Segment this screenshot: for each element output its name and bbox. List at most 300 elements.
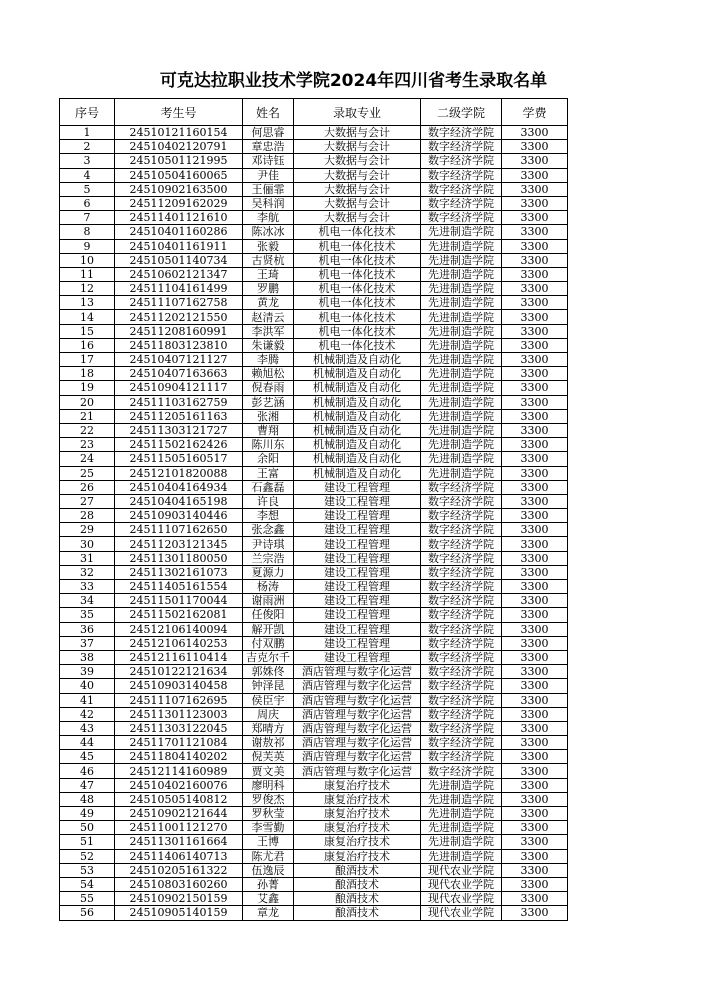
cell-tuition: 3300	[502, 665, 568, 679]
cell-college: 数字经济学院	[421, 636, 502, 650]
cell-major: 机电一体化技术	[294, 282, 421, 296]
table-row	[60, 466, 568, 480]
cell-tuition: 3300	[502, 679, 568, 693]
cell-index: 9	[60, 239, 115, 253]
table-row	[60, 509, 568, 523]
cell-college: 现代农业学院	[421, 906, 502, 920]
cell-tuition: 3300	[502, 509, 568, 523]
cell-tuition: 3300	[502, 196, 568, 210]
cell-college: 数字经济学院	[421, 679, 502, 693]
cell-exam-id: 24511701121084	[115, 736, 243, 750]
cell-college: 先进制造学院	[421, 835, 502, 849]
cell-name: 夏源力	[243, 565, 294, 579]
cell-exam-id: 24510407163663	[115, 367, 243, 381]
table-row	[60, 665, 568, 679]
cell-college: 先进制造学院	[421, 381, 502, 395]
table-row	[60, 168, 568, 182]
cell-exam-id: 24511505160517	[115, 452, 243, 466]
cell-name: 彭艺涵	[243, 395, 294, 409]
cell-exam-id: 24511803123810	[115, 338, 243, 352]
table-row	[60, 835, 568, 849]
cell-index: 13	[60, 296, 115, 310]
table-row	[60, 395, 568, 409]
cell-exam-id: 24512101820088	[115, 466, 243, 480]
cell-college: 先进制造学院	[421, 225, 502, 239]
cell-name: 章忠浩	[243, 140, 294, 154]
cell-index: 46	[60, 764, 115, 778]
cell-index: 37	[60, 636, 115, 650]
cell-index: 33	[60, 580, 115, 594]
cell-tuition: 3300	[502, 693, 568, 707]
cell-major: 建设工程管理	[294, 537, 421, 551]
cell-college: 数字经济学院	[421, 608, 502, 622]
table-row	[60, 211, 568, 225]
cell-index: 51	[60, 835, 115, 849]
cell-exam-id: 24511203121345	[115, 537, 243, 551]
table-row	[60, 196, 568, 210]
cell-name: 王富	[243, 466, 294, 480]
table-row	[60, 863, 568, 877]
cell-name: 郭姝佟	[243, 665, 294, 679]
cell-tuition: 3300	[502, 140, 568, 154]
cell-tuition: 3300	[502, 863, 568, 877]
cell-index: 16	[60, 338, 115, 352]
table-row	[60, 849, 568, 863]
cell-major: 机械制造及自动化	[294, 353, 421, 367]
cell-college: 数字经济学院	[421, 622, 502, 636]
cell-exam-id: 24511301161664	[115, 835, 243, 849]
cell-name: 钟泽昆	[243, 679, 294, 693]
cell-index: 55	[60, 892, 115, 906]
table-row	[60, 693, 568, 707]
cell-major: 机电一体化技术	[294, 225, 421, 239]
table-row	[60, 367, 568, 381]
cell-index: 26	[60, 480, 115, 494]
cell-major: 建设工程管理	[294, 608, 421, 622]
cell-index: 42	[60, 707, 115, 721]
cell-name: 曹翔	[243, 423, 294, 437]
cell-tuition: 3300	[502, 296, 568, 310]
cell-college: 数字经济学院	[421, 480, 502, 494]
cell-college: 现代农业学院	[421, 877, 502, 891]
cell-exam-id: 24510905140159	[115, 906, 243, 920]
cell-tuition: 3300	[502, 636, 568, 650]
cell-college: 数字经济学院	[421, 196, 502, 210]
cell-college: 先进制造学院	[421, 282, 502, 296]
cell-exam-id: 24512106140094	[115, 622, 243, 636]
table-row	[60, 565, 568, 579]
admission-table	[59, 98, 568, 921]
cell-exam-id: 24510903140446	[115, 509, 243, 523]
cell-major: 酒店管理与数字化运营	[294, 764, 421, 778]
cell-index: 14	[60, 310, 115, 324]
cell-college: 数字经济学院	[421, 665, 502, 679]
cell-tuition: 3300	[502, 395, 568, 409]
cell-college: 先进制造学院	[421, 466, 502, 480]
cell-major: 酒店管理与数字化运营	[294, 750, 421, 764]
cell-major: 酒店管理与数字化运营	[294, 736, 421, 750]
cell-tuition: 3300	[502, 721, 568, 735]
cell-college: 数字经济学院	[421, 693, 502, 707]
table-row	[60, 381, 568, 395]
cell-tuition: 3300	[502, 792, 568, 806]
cell-exam-id: 24510402160076	[115, 778, 243, 792]
table-row	[60, 154, 568, 168]
cell-college: 先进制造学院	[421, 338, 502, 352]
cell-index: 54	[60, 877, 115, 891]
cell-name: 杨涛	[243, 580, 294, 594]
header-tuition: 学费	[502, 99, 568, 126]
cell-name: 李航	[243, 211, 294, 225]
table-row	[60, 778, 568, 792]
cell-major: 机电一体化技术	[294, 267, 421, 281]
cell-major: 酒店管理与数字化运营	[294, 665, 421, 679]
cell-college: 数字经济学院	[421, 537, 502, 551]
cell-tuition: 3300	[502, 622, 568, 636]
table-row	[60, 736, 568, 750]
cell-exam-id: 24511405161554	[115, 580, 243, 594]
cell-tuition: 3300	[502, 906, 568, 920]
cell-name: 王琦	[243, 267, 294, 281]
table-header-row	[60, 99, 568, 126]
cell-major: 建设工程管理	[294, 580, 421, 594]
cell-college: 数字经济学院	[421, 140, 502, 154]
cell-exam-id: 24511301123003	[115, 707, 243, 721]
table-row	[60, 679, 568, 693]
cell-index: 32	[60, 565, 115, 579]
cell-major: 酿酒技术	[294, 892, 421, 906]
cell-exam-id: 24511303122045	[115, 721, 243, 735]
cell-name: 罗俊杰	[243, 792, 294, 806]
cell-name: 邓诗钰	[243, 154, 294, 168]
table-row	[60, 821, 568, 835]
cell-exam-id: 24511107162758	[115, 296, 243, 310]
table-row	[60, 721, 568, 735]
cell-college: 现代农业学院	[421, 892, 502, 906]
cell-major: 机械制造及自动化	[294, 452, 421, 466]
table-row	[60, 239, 568, 253]
cell-index: 20	[60, 395, 115, 409]
cell-name: 李想	[243, 509, 294, 523]
cell-college: 先进制造学院	[421, 367, 502, 381]
table-row	[60, 253, 568, 267]
cell-college: 数字经济学院	[421, 750, 502, 764]
cell-tuition: 3300	[502, 211, 568, 225]
cell-name: 周庆	[243, 707, 294, 721]
table-row	[60, 523, 568, 537]
cell-college: 先进制造学院	[421, 438, 502, 452]
cell-index: 50	[60, 821, 115, 835]
cell-major: 建设工程管理	[294, 650, 421, 664]
cell-index: 56	[60, 906, 115, 920]
cell-tuition: 3300	[502, 480, 568, 494]
cell-college: 先进制造学院	[421, 792, 502, 806]
cell-name: 王俪霏	[243, 182, 294, 196]
table-row	[60, 551, 568, 565]
cell-college: 先进制造学院	[421, 353, 502, 367]
cell-index: 53	[60, 863, 115, 877]
cell-tuition: 3300	[502, 267, 568, 281]
table-row	[60, 225, 568, 239]
cell-index: 28	[60, 509, 115, 523]
table-row	[60, 608, 568, 622]
cell-tuition: 3300	[502, 849, 568, 863]
cell-index: 47	[60, 778, 115, 792]
cell-tuition: 3300	[502, 565, 568, 579]
cell-tuition: 3300	[502, 835, 568, 849]
cell-tuition: 3300	[502, 750, 568, 764]
cell-exam-id: 24511401121610	[115, 211, 243, 225]
cell-name: 伍逸辰	[243, 863, 294, 877]
cell-tuition: 3300	[502, 580, 568, 594]
cell-tuition: 3300	[502, 367, 568, 381]
cell-major: 机电一体化技术	[294, 239, 421, 253]
cell-tuition: 3300	[502, 821, 568, 835]
cell-name: 侯臣宇	[243, 693, 294, 707]
cell-tuition: 3300	[502, 338, 568, 352]
cell-tuition: 3300	[502, 168, 568, 182]
cell-name: 朱谦毅	[243, 338, 294, 352]
cell-exam-id: 24510902150159	[115, 892, 243, 906]
cell-college: 先进制造学院	[421, 239, 502, 253]
table-row	[60, 650, 568, 664]
cell-major: 大数据与会计	[294, 154, 421, 168]
cell-tuition: 3300	[502, 466, 568, 480]
cell-college: 数字经济学院	[421, 580, 502, 594]
cell-name: 郑晴方	[243, 721, 294, 735]
cell-exam-id: 24511501170044	[115, 594, 243, 608]
cell-index: 21	[60, 409, 115, 423]
table-row	[60, 707, 568, 721]
cell-name: 贾文美	[243, 764, 294, 778]
cell-name: 李雪勤	[243, 821, 294, 835]
cell-major: 机械制造及自动化	[294, 466, 421, 480]
cell-tuition: 3300	[502, 650, 568, 664]
cell-index: 24	[60, 452, 115, 466]
cell-major: 建设工程管理	[294, 523, 421, 537]
header-index: 序号	[60, 99, 115, 126]
cell-college: 数字经济学院	[421, 509, 502, 523]
cell-index: 12	[60, 282, 115, 296]
cell-name: 陈冰冰	[243, 225, 294, 239]
cell-exam-id: 24511303121727	[115, 423, 243, 437]
cell-name: 谢雨洲	[243, 594, 294, 608]
cell-tuition: 3300	[502, 764, 568, 778]
cell-exam-id: 24511104161499	[115, 282, 243, 296]
cell-major: 机械制造及自动化	[294, 409, 421, 423]
cell-major: 大数据与会计	[294, 182, 421, 196]
cell-exam-id: 24510121160154	[115, 126, 243, 140]
cell-exam-id: 24511301180050	[115, 551, 243, 565]
cell-tuition: 3300	[502, 523, 568, 537]
cell-major: 建设工程管理	[294, 480, 421, 494]
cell-index: 8	[60, 225, 115, 239]
cell-college: 数字经济学院	[421, 650, 502, 664]
cell-exam-id: 24510402120791	[115, 140, 243, 154]
header-exam-id: 考生号	[115, 99, 243, 126]
cell-major: 建设工程管理	[294, 594, 421, 608]
cell-exam-id: 24511202121550	[115, 310, 243, 324]
cell-major: 酿酒技术	[294, 906, 421, 920]
table-row	[60, 750, 568, 764]
table-row	[60, 338, 568, 352]
table-row	[60, 324, 568, 338]
table-row	[60, 892, 568, 906]
cell-tuition: 3300	[502, 154, 568, 168]
table-row	[60, 764, 568, 778]
table-row	[60, 480, 568, 494]
cell-exam-id: 24511406140713	[115, 849, 243, 863]
cell-major: 康复治疗技术	[294, 807, 421, 821]
table-row	[60, 906, 568, 920]
header-college: 二级学院	[421, 99, 502, 126]
cell-name: 尹诗琪	[243, 537, 294, 551]
cell-index: 44	[60, 736, 115, 750]
table-row	[60, 267, 568, 281]
cell-exam-id: 24510902121644	[115, 807, 243, 821]
cell-index: 2	[60, 140, 115, 154]
cell-name: 任俊阳	[243, 608, 294, 622]
cell-exam-id: 24512114160989	[115, 764, 243, 778]
cell-exam-id: 24511103162759	[115, 395, 243, 409]
cell-index: 40	[60, 679, 115, 693]
cell-college: 数字经济学院	[421, 523, 502, 537]
cell-college: 数字经济学院	[421, 736, 502, 750]
cell-college: 数字经济学院	[421, 182, 502, 196]
cell-name: 兰宗浩	[243, 551, 294, 565]
cell-college: 先进制造学院	[421, 296, 502, 310]
cell-index: 34	[60, 594, 115, 608]
cell-exam-id: 24510404164934	[115, 480, 243, 494]
cell-tuition: 3300	[502, 452, 568, 466]
cell-college: 数字经济学院	[421, 168, 502, 182]
cell-exam-id: 24510504160065	[115, 168, 243, 182]
cell-college: 先进制造学院	[421, 324, 502, 338]
cell-major: 机电一体化技术	[294, 253, 421, 267]
cell-exam-id: 24511208160991	[115, 324, 243, 338]
cell-exam-id: 24511107162650	[115, 523, 243, 537]
cell-major: 机械制造及自动化	[294, 438, 421, 452]
cell-college: 现代农业学院	[421, 863, 502, 877]
cell-index: 17	[60, 353, 115, 367]
cell-exam-id: 24511502162081	[115, 608, 243, 622]
cell-tuition: 3300	[502, 608, 568, 622]
cell-major: 康复治疗技术	[294, 792, 421, 806]
cell-major: 大数据与会计	[294, 168, 421, 182]
table-row	[60, 807, 568, 821]
cell-exam-id: 24510903140458	[115, 679, 243, 693]
cell-major: 大数据与会计	[294, 140, 421, 154]
cell-exam-id: 24510404165198	[115, 494, 243, 508]
cell-name: 尹佳	[243, 168, 294, 182]
cell-college: 数字经济学院	[421, 764, 502, 778]
cell-name: 陈尤君	[243, 849, 294, 863]
table-row	[60, 182, 568, 196]
cell-major: 酿酒技术	[294, 863, 421, 877]
cell-college: 数字经济学院	[421, 211, 502, 225]
cell-exam-id: 24511205161163	[115, 409, 243, 423]
cell-index: 19	[60, 381, 115, 395]
cell-college: 数字经济学院	[421, 594, 502, 608]
cell-exam-id: 24511001121270	[115, 821, 243, 835]
cell-tuition: 3300	[502, 594, 568, 608]
cell-exam-id: 24511804140202	[115, 750, 243, 764]
cell-major: 康复治疗技术	[294, 835, 421, 849]
cell-tuition: 3300	[502, 182, 568, 196]
table-row	[60, 594, 568, 608]
cell-name: 陈川东	[243, 438, 294, 452]
page-title: 可克达拉职业技术学院2024年四川省考生录取名单	[159, 71, 548, 91]
cell-tuition: 3300	[502, 353, 568, 367]
cell-tuition: 3300	[502, 892, 568, 906]
cell-index: 35	[60, 608, 115, 622]
cell-index: 43	[60, 721, 115, 735]
cell-name: 黄龙	[243, 296, 294, 310]
table-row	[60, 282, 568, 296]
cell-major: 机械制造及自动化	[294, 423, 421, 437]
cell-major: 酒店管理与数字化运营	[294, 707, 421, 721]
header-name: 姓名	[243, 99, 294, 126]
cell-major: 建设工程管理	[294, 509, 421, 523]
cell-exam-id: 24510205161322	[115, 863, 243, 877]
cell-college: 先进制造学院	[421, 395, 502, 409]
cell-exam-id: 24512106140253	[115, 636, 243, 650]
table-row	[60, 353, 568, 367]
cell-major: 机械制造及自动化	[294, 367, 421, 381]
cell-major: 机电一体化技术	[294, 296, 421, 310]
cell-major: 酒店管理与数字化运营	[294, 679, 421, 693]
cell-name: 王博	[243, 835, 294, 849]
cell-tuition: 3300	[502, 324, 568, 338]
cell-name: 付双鹏	[243, 636, 294, 650]
cell-index: 7	[60, 211, 115, 225]
cell-college: 数字经济学院	[421, 154, 502, 168]
cell-tuition: 3300	[502, 381, 568, 395]
cell-index: 39	[60, 665, 115, 679]
cell-tuition: 3300	[502, 239, 568, 253]
cell-tuition: 3300	[502, 253, 568, 267]
cell-index: 45	[60, 750, 115, 764]
table-row	[60, 537, 568, 551]
cell-major: 大数据与会计	[294, 211, 421, 225]
cell-major: 酒店管理与数字化运营	[294, 721, 421, 735]
cell-college: 数字经济学院	[421, 565, 502, 579]
table-row	[60, 580, 568, 594]
table-row	[60, 438, 568, 452]
cell-major: 建设工程管理	[294, 565, 421, 579]
cell-exam-id: 24510902163500	[115, 182, 243, 196]
cell-tuition: 3300	[502, 551, 568, 565]
cell-index: 11	[60, 267, 115, 281]
cell-name: 赵清云	[243, 310, 294, 324]
cell-name: 李腾	[243, 353, 294, 367]
cell-exam-id: 24510122121634	[115, 665, 243, 679]
cell-exam-id: 24510501121995	[115, 154, 243, 168]
cell-exam-id: 24511209162029	[115, 196, 243, 210]
table-row	[60, 296, 568, 310]
table-row	[60, 622, 568, 636]
cell-tuition: 3300	[502, 126, 568, 140]
cell-name: 艾鑫	[243, 892, 294, 906]
cell-college: 数字经济学院	[421, 126, 502, 140]
header-major: 录取专业	[294, 99, 421, 126]
cell-index: 18	[60, 367, 115, 381]
cell-tuition: 3300	[502, 537, 568, 551]
cell-index: 38	[60, 650, 115, 664]
cell-tuition: 3300	[502, 736, 568, 750]
cell-name: 吴科润	[243, 196, 294, 210]
cell-name: 吉克尔千	[243, 650, 294, 664]
